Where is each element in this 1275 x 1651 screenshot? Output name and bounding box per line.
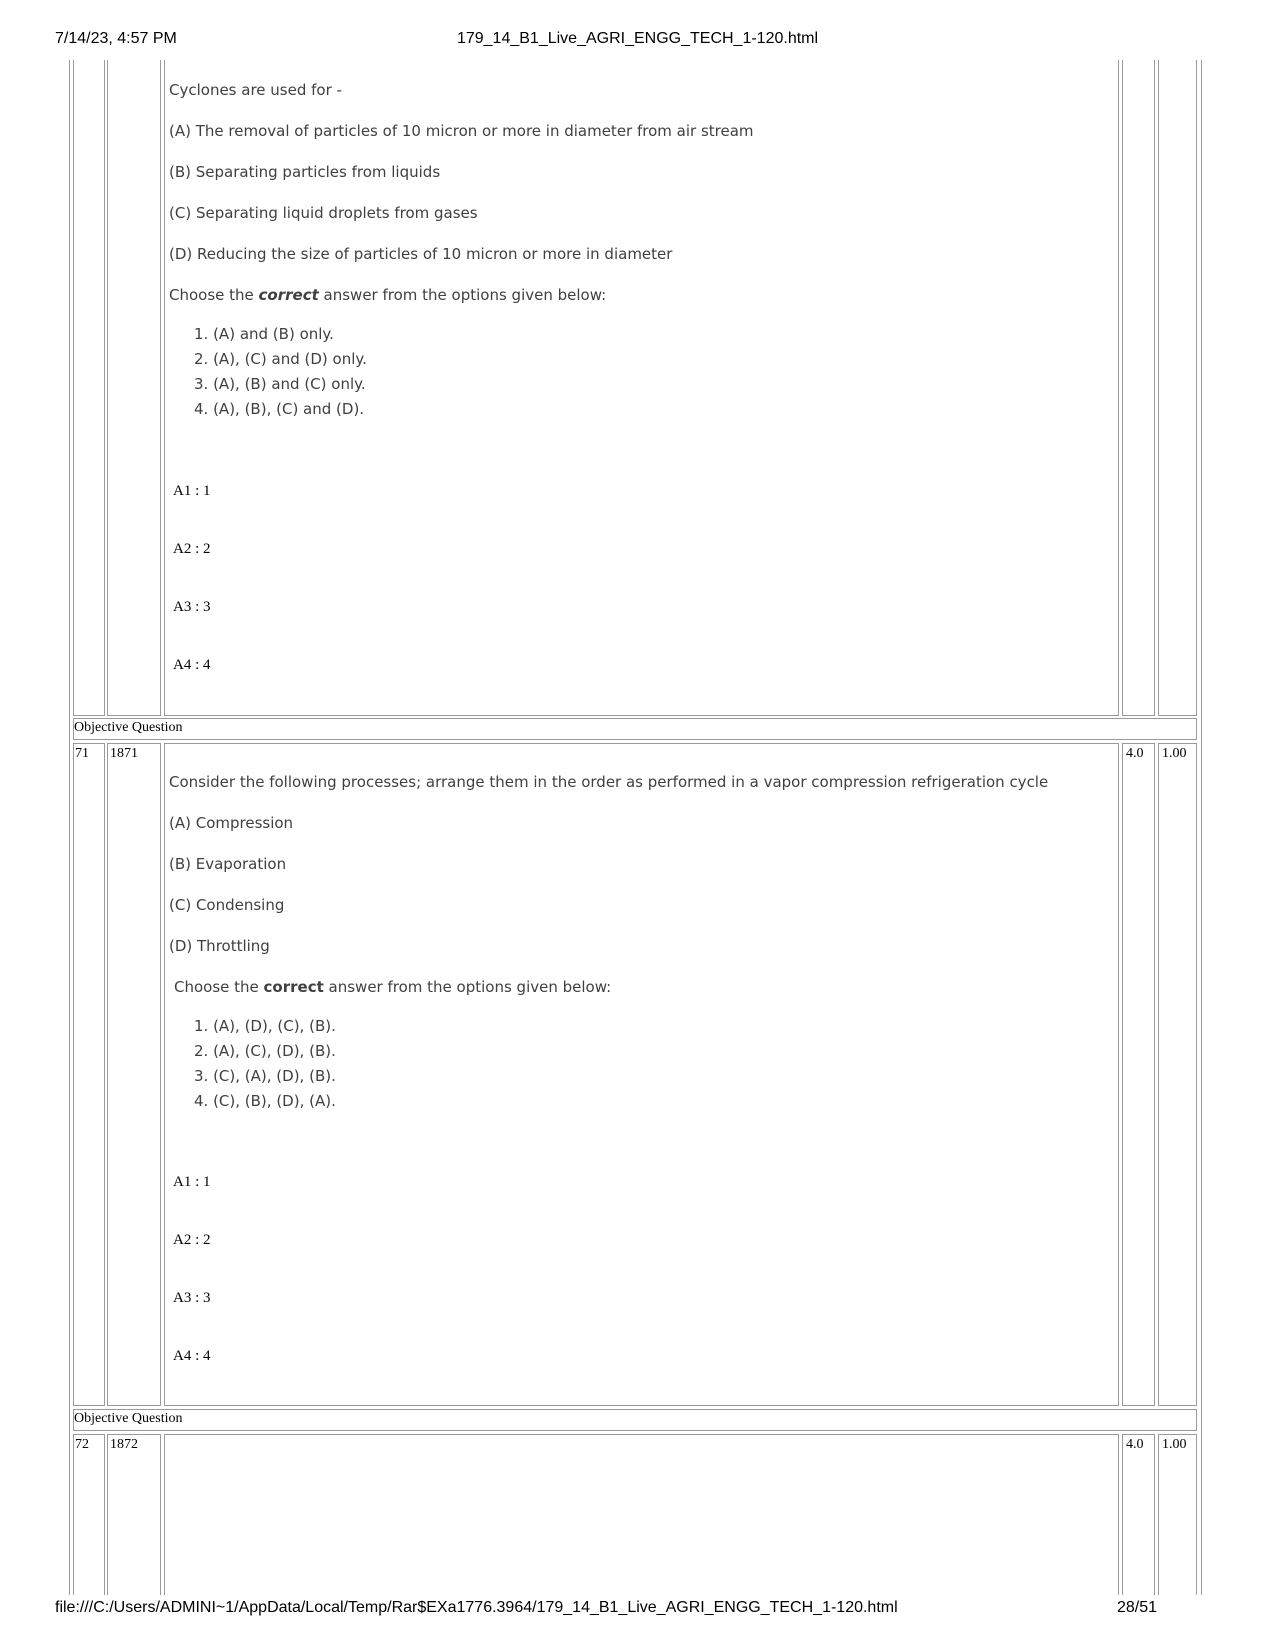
answer-1: A1 : 1 [173,1174,211,1190]
question-text-71 [169,772,1109,1114]
table-left-border [69,60,70,1595]
marks: 4.0 [1126,746,1144,761]
answer-2: A2 : 2 [173,541,211,557]
answer-1: A1 : 1 [173,483,211,499]
question-stem: Cyclones are used for - [169,81,342,99]
section-label-row [73,1409,1197,1431]
statement-c: (C) Condensing [169,896,285,914]
option-3: 3. (C), (A), (D), (B). [194,1067,336,1085]
option-2: 2. (A), (C) and (D) only. [194,350,367,368]
document-title: 179_14_B1_Live_AGRI_ENGG_TECH_1-120.html [456,30,819,47]
statement-d: (D) Reducing the size of particles of 10 micron or more in diameter [169,245,673,263]
answer-2: A2 : 2 [173,1232,211,1248]
option-2: 2. (A), (C), (D), (B). [194,1042,336,1060]
print-datetime: 7/14/23, 4:57 PM [55,30,177,47]
statement-b: (B) Evaporation [169,855,287,873]
statement-b: (B) Separating particles from liquids [169,163,441,181]
negative-marks: 1.00 [1162,746,1187,761]
file-path: file:///C:/Users/ADMINI~1/AppData/Local/Temp/Rar$EXa1776.3964/179_14_B1_Live_AGRI_ENGG_TECH_1-120.html [55,1599,898,1616]
statement-a: (A) The removal of particles of 10 micron or more in diameter from air stream [169,122,754,140]
answer-3: A3 : 3 [173,1290,211,1306]
option-4: 4. (A), (B), (C) and (D). [194,400,365,418]
option-1: 1. (A) and (B) only. [194,325,334,343]
statement-d: (D) Throttling [169,937,270,955]
serial-number: 72 [75,1437,89,1452]
answer-4: A4 : 4 [173,657,211,673]
question-id: 1872 [110,1437,138,1452]
choose-instruction: Choose the correct answer from the options given below: [169,286,607,304]
section-label-row [73,718,1197,740]
option-4: 4. (C), (B), (D), (A). [194,1092,336,1110]
answer-3: A3 : 3 [173,599,211,615]
question-type-label: Objective Question [74,720,183,735]
question-stem: Consider the following processes; arrange them in the order as performed in a vapor compression refrigeration cycle [169,773,1049,791]
serial-number: 71 [75,746,89,761]
page-number: 28/51 [1116,1599,1157,1616]
choose-instruction: Choose the correct answer from the options given below: [174,978,612,996]
question-text-70 [169,80,1109,422]
marks: 4.0 [1126,1437,1144,1452]
negative-marks: 1.00 [1162,1437,1187,1452]
option-list [194,1014,1109,1114]
statement-a: (A) Compression [169,814,294,832]
option-3: 3. (A), (B) and (C) only. [194,375,366,393]
statement-c: (C) Separating liquid droplets from gases [169,204,478,222]
table-right-border [1201,60,1202,1595]
question-id: 1871 [110,746,138,761]
answer-4: A4 : 4 [173,1348,211,1364]
question-type-label: Objective Question [74,1411,183,1426]
option-1: 1. (A), (D), (C), (B). [194,1017,336,1035]
option-list [194,322,1109,422]
